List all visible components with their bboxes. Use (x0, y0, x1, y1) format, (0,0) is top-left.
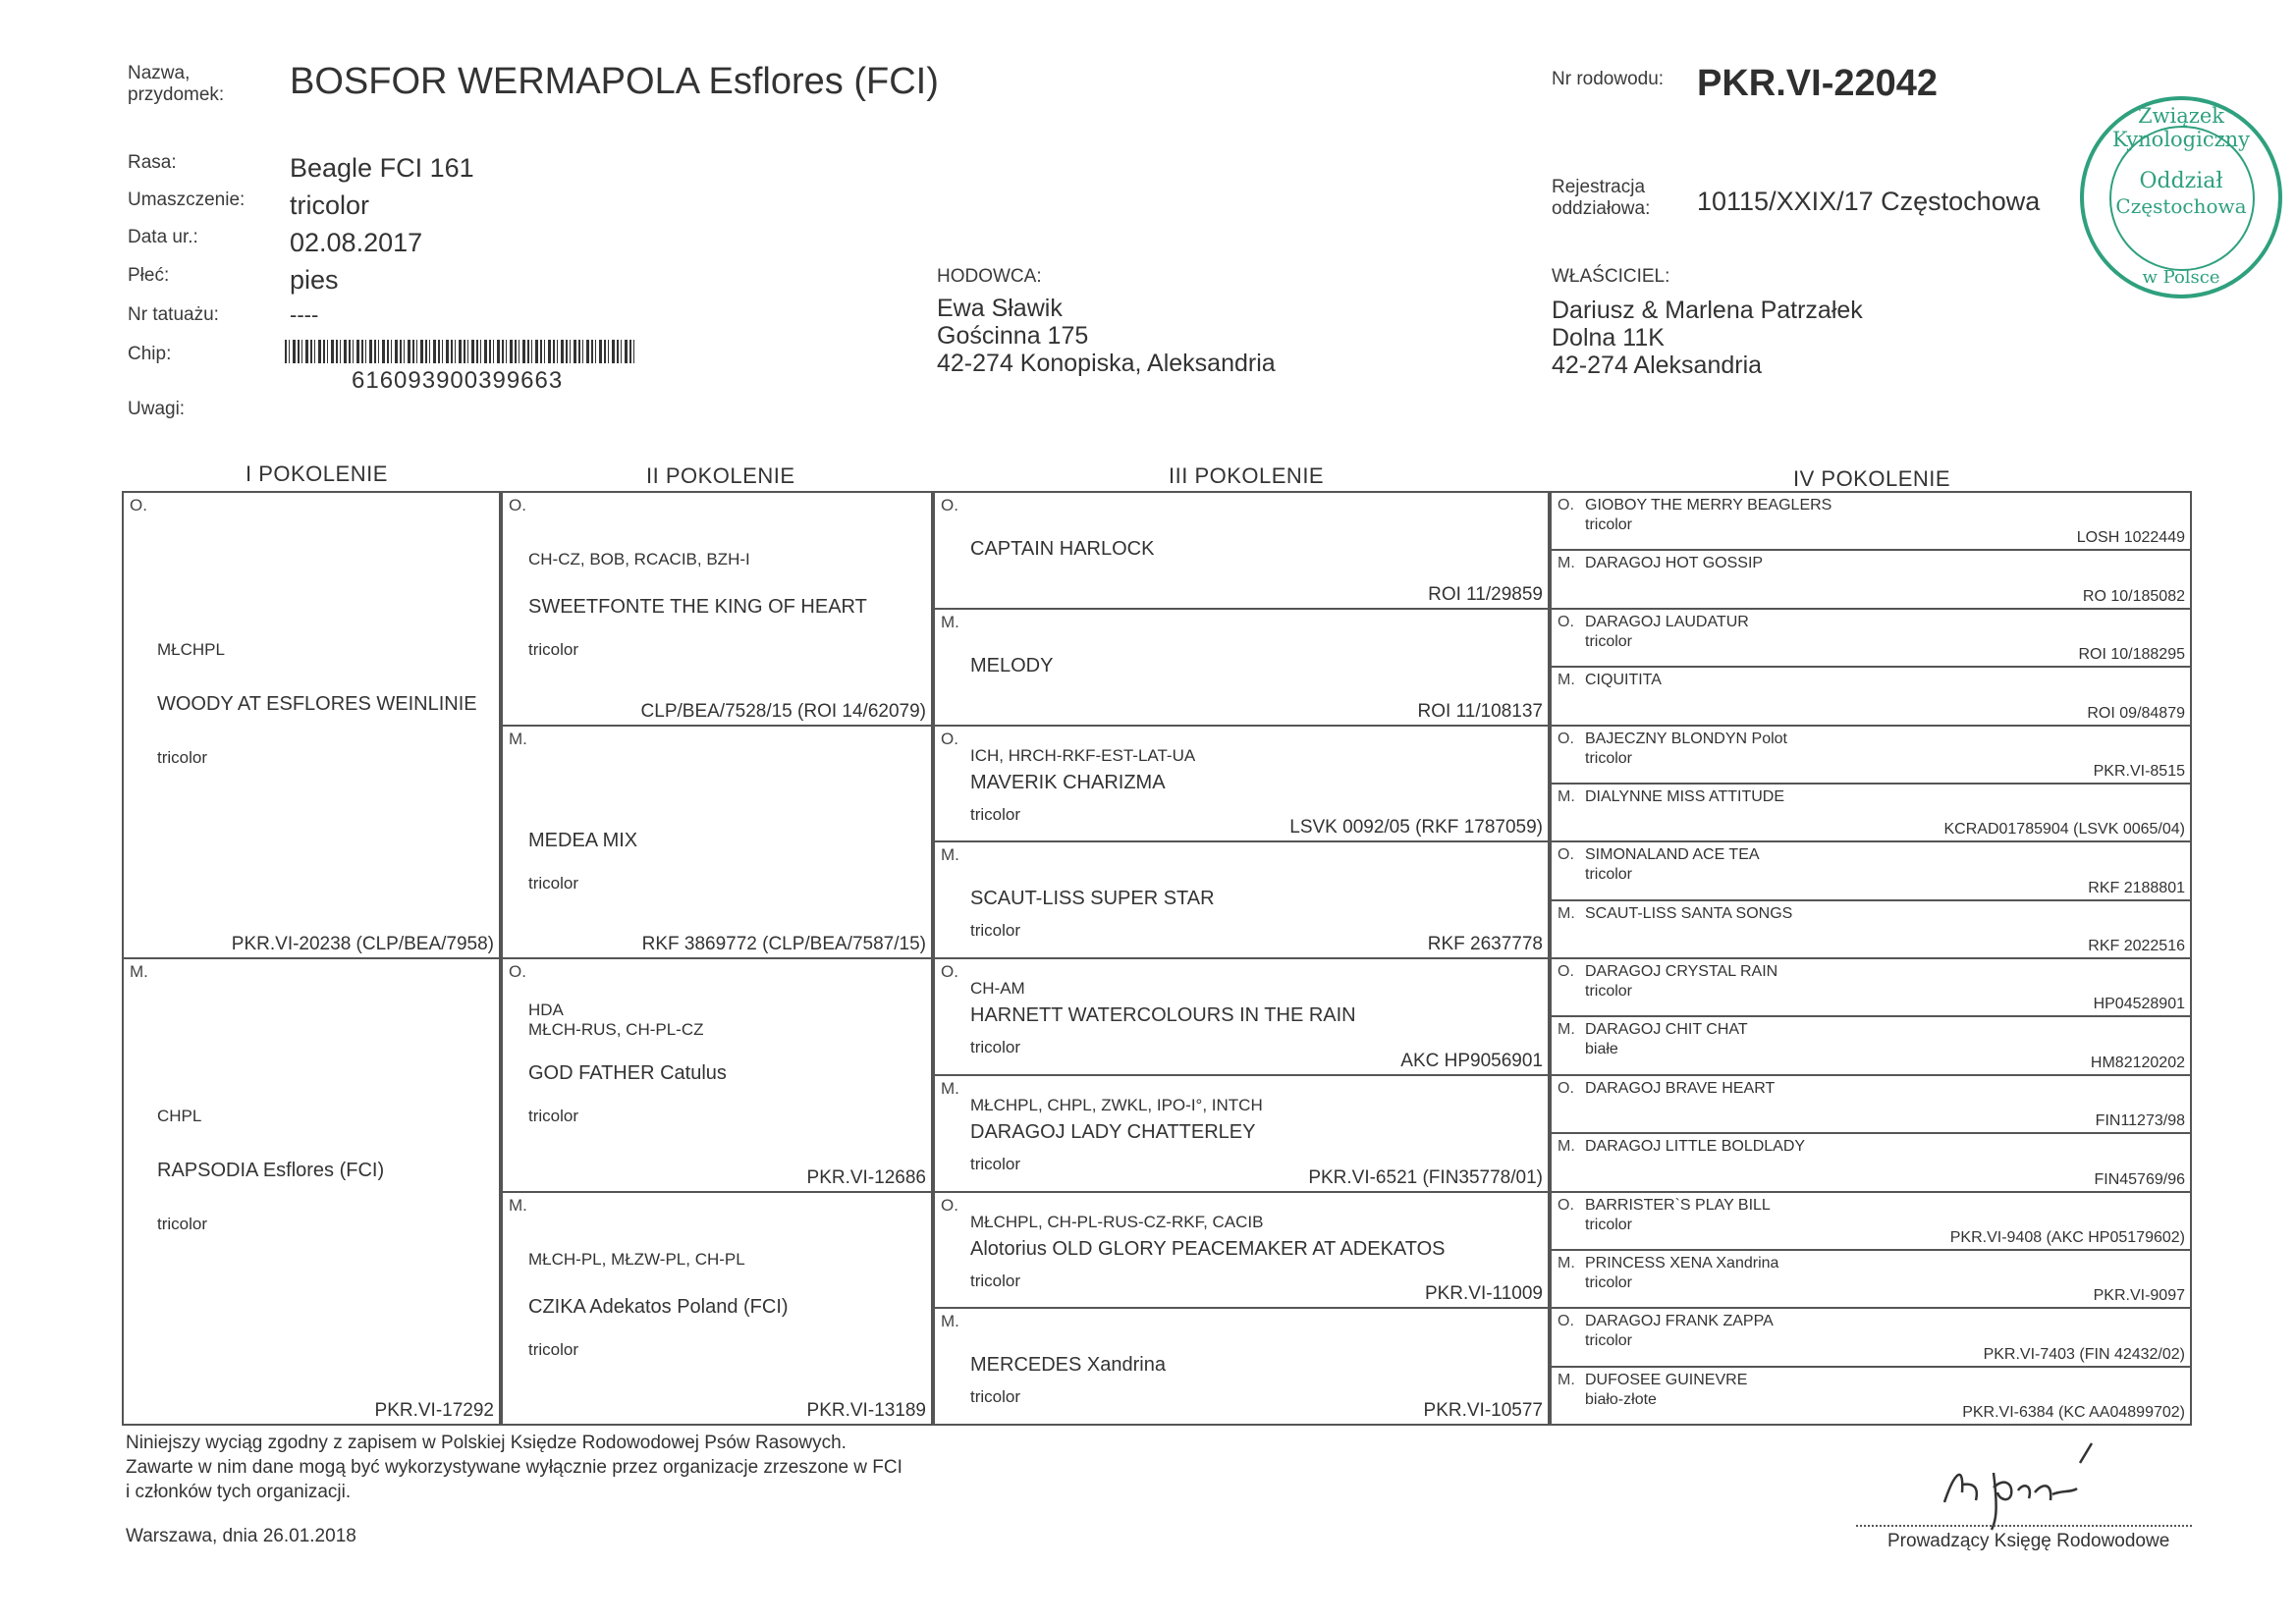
dog-color: tricolor (528, 873, 579, 893)
gen4-cell (1550, 783, 2192, 842)
dob-label: Data ur.: (128, 227, 198, 247)
signature-label: Prowadzący Księgę Rodowodowe (1887, 1531, 2170, 1551)
dog-title: CHPL (157, 1107, 202, 1125)
gen3-cell (933, 1307, 1550, 1426)
dog-color: tricolor (157, 1215, 208, 1233)
dog-reg: RO 10/185082 (2082, 587, 2185, 605)
generation-4-header: IV POKOLENIE (1793, 466, 1951, 491)
breed-value: Beagle FCI 161 (290, 153, 474, 183)
sex-marker: M. (1558, 555, 1575, 572)
sex-marker: O. (941, 496, 958, 514)
chip-barcode (285, 340, 634, 363)
dog-color: tricolor (970, 1038, 1021, 1056)
pedigree-no-label: Nr rodowodu: (1552, 69, 1665, 89)
signature (1905, 1434, 2121, 1532)
dog-reg: PKR.VI-6521 (FIN35778/01) (1308, 1166, 1543, 1188)
dog-name: DARAGOJ LITTLE BOLDLADY (1585, 1138, 1806, 1156)
sex-marker: M. (509, 1195, 527, 1215)
sex-marker: O. (130, 496, 147, 514)
sex-marker: O. (1558, 963, 1574, 980)
dog-reg: PKR.VI-13189 (806, 1400, 926, 1421)
gen4-cell (1550, 840, 2192, 900)
signature-line (1856, 1525, 2192, 1527)
gen4-cell (1550, 491, 2192, 551)
sex-marker: M. (1558, 1021, 1575, 1039)
sex-marker: O. (1558, 1313, 1574, 1330)
sex-marker: M. (1558, 1254, 1575, 1272)
sex-marker: M. (1558, 672, 1575, 689)
dog-name: SWEETFONTE THE KING OF HEART (528, 596, 867, 618)
dog-reg: PKR.VI-8515 (2093, 762, 2185, 780)
breed-label: Rasa: (128, 152, 177, 173)
gen4-cell (1550, 1015, 2192, 1075)
dog-reg: CLP/BEA/7528/15 (ROI 14/62079) (640, 700, 926, 722)
dog-color: tricolor (528, 1107, 579, 1125)
dog-reg: HM82120202 (2090, 1054, 2185, 1071)
dog-color: tricolor (528, 1339, 579, 1359)
gen3-cell (933, 957, 1550, 1076)
gen4-cell (1550, 1307, 2192, 1367)
dog-reg: PKR.VI-7403 (FIN 42432/02) (1983, 1345, 2185, 1363)
dog-name: DARAGOJ FRANK ZAPPA (1585, 1313, 1774, 1330)
issue-date: Warszawa, dnia 26.01.2018 (126, 1526, 356, 1546)
dob-value: 02.08.2017 (290, 228, 423, 257)
dog-name: DARAGOJ LADY CHATTERLEY (970, 1120, 1256, 1143)
chip-label: Chip: (128, 344, 172, 364)
dog-name: GIOBOY THE MERRY BEAGLERS (1585, 497, 1832, 514)
sex-marker: O. (941, 1195, 958, 1215)
gen4-cell (1550, 725, 2192, 785)
dog-name: CZIKA Adekatos Poland (FCI) (528, 1295, 789, 1318)
name-label: Nazwa, przydomek: (128, 63, 225, 105)
dog-color: tricolor (970, 1387, 1021, 1407)
dog-reg: RKF 3869772 (CLP/BEA/7587/15) (641, 934, 926, 954)
dog-reg: PKR.VI-10577 (1423, 1400, 1543, 1421)
dog-name: DARAGOJ LAUDATUR (1585, 613, 1749, 630)
dog-name: WOODY AT ESFLORES WEINLINIE (157, 693, 477, 715)
sex-marker: M. (941, 845, 959, 865)
dog-color: tricolor (970, 921, 1021, 941)
gen4-cell (1550, 1366, 2192, 1426)
dog-reg: FIN11273/98 (2095, 1112, 2185, 1130)
dog-title: CH-CZ, BOB, RCACIB, BZH-I (528, 550, 750, 568)
dog-name: GOD FATHER Catulus (528, 1062, 727, 1084)
dog-color: tricolor (1585, 632, 1633, 650)
sex-marker: O. (1558, 1196, 1574, 1214)
gen3-cell (933, 840, 1550, 959)
dog-name: BARRISTER`S PLAY BILL (1585, 1196, 1771, 1214)
gen3-cell (933, 1074, 1550, 1193)
breeder-address: Ewa Sławik Gościnna 175 42-274 Konopiska, Aleksandria (937, 295, 1276, 377)
sex-marker: M. (941, 1312, 959, 1331)
dog-reg: KCRAD01785904 (LSVK 0065/04) (1943, 821, 2185, 839)
gen4-cell (1550, 1191, 2192, 1251)
sex-marker: O. (509, 962, 526, 981)
gen3-cell (933, 725, 1550, 843)
dog-name: HARNETT WATERCOLOURS IN THE RAIN (970, 1004, 1356, 1026)
gen1-cell (122, 957, 501, 1426)
dog-name: SCAUT-LISS SANTA SONGS (1585, 904, 1793, 922)
dog-reg: PKR.VI-12686 (806, 1166, 926, 1188)
notes-label: Uwagi: (128, 399, 186, 419)
dog-reg: LSVK 0092/05 (RKF 1787059) (1289, 817, 1543, 839)
gen4-cell (1550, 549, 2192, 609)
gen3-cell (933, 491, 1550, 610)
gen4-cell (1550, 1132, 2192, 1192)
dog-color: tricolor (1585, 1216, 1633, 1233)
dog-reg: RKF 2022516 (2088, 938, 2185, 954)
gen4-cell (1550, 1074, 2192, 1134)
gen4-cell (1550, 1249, 2192, 1309)
dog-reg: ROI 11/108137 (1417, 700, 1543, 722)
dog-name: Alotorius OLD GLORY PEACEMAKER AT ADEKATOS (970, 1237, 1446, 1260)
chip-number: 616093900399663 (352, 367, 564, 394)
dog-name: MAVERIK CHARIZMA (970, 771, 1166, 793)
gen4-cell (1550, 899, 2192, 959)
sex-marker: M. (941, 1078, 959, 1098)
gen2-cell (501, 725, 933, 960)
dog-name: CIQUITITA (1585, 672, 1662, 689)
dog-name: DARAGOJ CHIT CHAT (1585, 1021, 1748, 1039)
dog-name: DIALYNNE MISS ATTITUDE (1585, 787, 1784, 805)
color-label: Umaszczenie: (128, 189, 246, 210)
gen3-cell (933, 608, 1550, 727)
dog-reg: PKR.VI-11009 (1424, 1283, 1543, 1305)
generation-2-header: II POKOLENIE (646, 463, 795, 488)
sex-marker: M. (509, 729, 527, 748)
generation-1-header: I POKOLENIE (246, 461, 388, 486)
dog-reg: ROI 11/29859 (1428, 583, 1543, 605)
dog-title: HDA (528, 1001, 564, 1019)
dog-color: tricolor (1585, 1332, 1633, 1350)
registration-label: Rejestracja oddziałowa: (1552, 177, 1651, 219)
dog-color: tricolor (970, 1271, 1021, 1290)
dog-title-2: MŁCH-RUS, CH-PL-CZ (528, 1020, 704, 1039)
dog-color: tricolor (1585, 866, 1633, 884)
dog-reg: RKF 2188801 (2088, 879, 2185, 896)
dog-name: SCAUT-LISS SUPER STAR (970, 888, 1215, 910)
dog-name: DARAGOJ HOT GOSSIP (1585, 555, 1764, 572)
sex-label: Płeć: (128, 265, 170, 286)
gen3-cell (933, 1191, 1550, 1310)
dog-reg: PKR.VI-9097 (2093, 1287, 2185, 1305)
dog-reg: FIN45769/96 (2094, 1170, 2185, 1188)
sex-marker: M. (130, 962, 148, 981)
dog-color: tricolor (528, 640, 579, 659)
dog-color: tricolor (1585, 749, 1633, 767)
dog-title: CH-AM (970, 979, 1025, 998)
sex-marker: O. (941, 729, 958, 748)
sex-marker: O. (1558, 1079, 1574, 1097)
pedigree-number: PKR.VI-22042 (1697, 63, 1939, 104)
dog-name: MEDEA MIX (528, 829, 638, 851)
sex-marker: O. (1558, 497, 1574, 514)
dog-color: tricolor (970, 1154, 1021, 1173)
dog-name: BOSFOR WERMAPOLA Esflores (FCI) (290, 61, 939, 102)
dog-color: tricolor (1585, 1273, 1633, 1291)
gen2-cell (501, 1191, 933, 1427)
gen1-cell (122, 491, 501, 959)
dog-name: MERCEDES Xandrina (970, 1354, 1166, 1377)
dog-reg: ROI 10/188295 (2078, 646, 2185, 664)
dog-title: MŁCHPL (157, 640, 225, 659)
dog-reg: LOSH 1022449 (2076, 529, 2185, 547)
dog-name: CAPTAIN HARLOCK (970, 538, 1155, 560)
registration-value: 10115/XXIX/17 Częstochowa (1697, 187, 2041, 216)
sex-marker: M. (941, 612, 959, 631)
sex-value: pies (290, 265, 339, 295)
dog-title: MŁCHPL, CH-PL-RUS-CZ-RKF, CACIB (970, 1212, 1264, 1231)
owner-label: WŁAŚCICIEL: (1552, 266, 1670, 287)
dog-reg: AKC HP9056901 (1400, 1050, 1543, 1071)
gen4-cell (1550, 957, 2192, 1017)
dog-reg: HP04528901 (2093, 996, 2185, 1013)
sex-marker: M. (1558, 904, 1575, 922)
dog-title: MŁCH-PL, MŁZW-PL, CH-PL (528, 1249, 745, 1269)
sex-marker: O. (1558, 846, 1574, 864)
dog-name: PRINCESS XENA Xandrina (1585, 1254, 1779, 1272)
kennel-club-stamp: Związek Kynologiczny Oddział Częstochowa w Polsce (2080, 96, 2282, 298)
dog-color: biało-złote (1585, 1390, 1657, 1408)
dog-color: tricolor (1585, 983, 1633, 1000)
dog-name: BAJECZNY BLONDYN Polot (1585, 730, 1787, 747)
tattoo-value: ---- (290, 302, 319, 327)
dog-name: DARAGOJ BRAVE HEART (1585, 1079, 1776, 1097)
generation-3-header: III POKOLENIE (1169, 463, 1325, 488)
breeder-label: HODOWCA: (937, 266, 1042, 287)
gen2-cell (501, 491, 933, 727)
dog-title: ICH, HRCH-RKF-EST-LAT-UA (970, 745, 1196, 765)
dog-name: DUFOSEE GUINEVRE (1585, 1371, 1748, 1388)
sex-marker: O. (1558, 613, 1574, 630)
sex-marker: O. (509, 496, 526, 514)
dog-reg: PKR.VI-6384 (KC AA04899702) (1962, 1404, 2185, 1421)
dog-color: tricolor (1585, 516, 1633, 533)
sex-marker: M. (1558, 1138, 1575, 1156)
color-value: tricolor (290, 190, 370, 220)
dog-reg: RKF 2637778 (1427, 934, 1543, 954)
dog-reg: PKR.VI-20238 (CLP/BEA/7958) (231, 934, 494, 954)
dog-color: białe (1585, 1041, 1618, 1058)
dog-color: tricolor (970, 804, 1021, 824)
dog-title: MŁCHPL, CHPL, ZWKL, IPO-I°, INTCH (970, 1095, 1263, 1114)
gen4-cell (1550, 666, 2192, 726)
sex-marker: M. (1558, 787, 1575, 805)
dog-reg: ROI 09/84879 (2087, 704, 2185, 722)
sex-marker: M. (1558, 1371, 1575, 1388)
dog-reg: PKR.VI-9408 (AKC HP05179602) (1949, 1228, 2185, 1246)
sex-marker: O. (1558, 730, 1574, 747)
gen2-cell (501, 957, 933, 1193)
owner-address: Dariusz & Marlena Patrzałek Dolna 11K 42-274 Aleksandria (1552, 297, 1863, 379)
dog-name: RAPSODIA Esflores (FCI) (157, 1160, 385, 1181)
dog-name: MELODY (970, 654, 1054, 677)
dog-reg: PKR.VI-17292 (374, 1400, 494, 1421)
dog-name: SIMONALAND ACE TEA (1585, 846, 1760, 864)
tattoo-label: Nr tatuażu: (128, 304, 219, 325)
gen4-cell (1550, 608, 2192, 668)
dog-name: DARAGOJ CRYSTAL RAIN (1585, 963, 1778, 980)
sex-marker: O. (941, 962, 958, 981)
dog-color: tricolor (157, 748, 208, 767)
footer-disclaimer: Niniejszy wyciąg zgodny z zapisem w Polskiej Księdze Rodowodowej Psów Rasowych. Zawarte w nim dane mogą być wykorzystywane wyłącznie przez organizacje zrzeszone w FCI i członków tych organizacji. (126, 1433, 902, 1502)
